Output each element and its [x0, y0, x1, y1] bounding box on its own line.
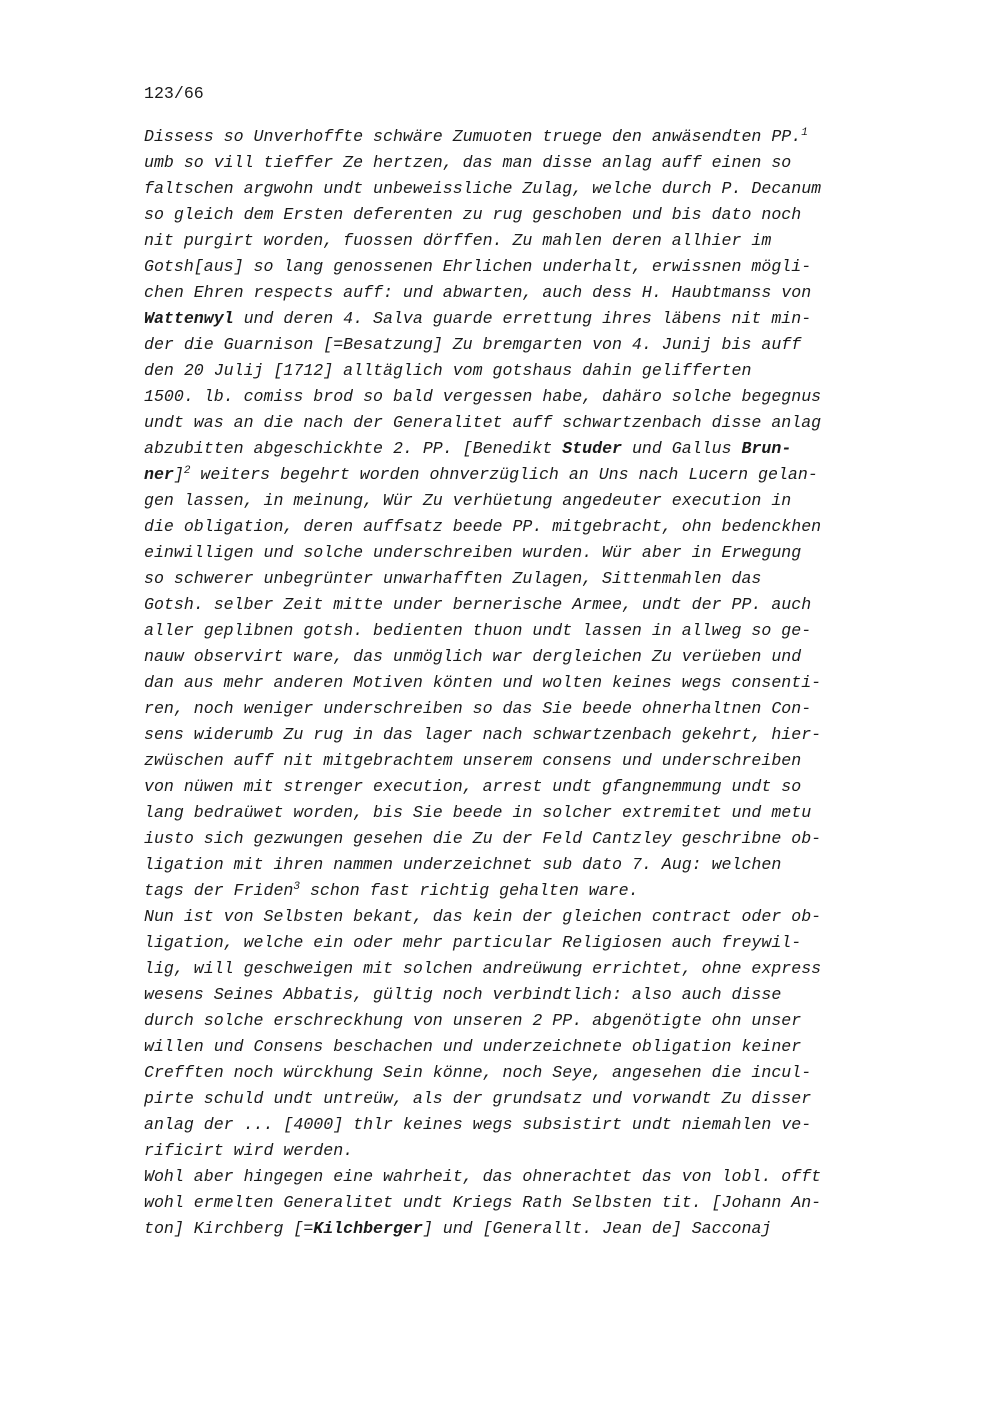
text-line [144, 254, 964, 280]
text-segment: ligation, welche ein oder mehr particular Religiosen auch freywil- [144, 933, 802, 952]
text-segment: aller geplibnen gotsh. bedienten thuon undt lassen in allweg so ge- [144, 621, 812, 640]
text-line [144, 930, 964, 956]
text-line [144, 1112, 964, 1138]
text-line [144, 1086, 964, 1112]
text-line [144, 956, 964, 982]
bold-name: Kilchberger [313, 1219, 423, 1238]
text-line [144, 514, 964, 540]
text-line [144, 696, 964, 722]
text-segment: ] [173, 465, 184, 484]
text-line [144, 124, 964, 150]
text-segment: weiters begehrt worden ohnverzüglich an Uns nach Lucern gelan- [190, 465, 818, 484]
text-segment: Gotsh[aus] so lang genossenen Ehrlichen underhalt, erwissnen mögli- [144, 257, 812, 276]
text-segment: 1500. lb. comiss brod so bald vergessen habe, dahäro solche begegnus [144, 387, 822, 406]
text-line [144, 852, 964, 878]
text-line [144, 566, 964, 592]
text-segment: lig, will geschweigen mit solchen andreüwung errichtet, ohne express [144, 959, 822, 978]
text-segment: ligation mit ihren nammen underzeichnet sub dato 7. Aug: welchen [144, 855, 782, 874]
text-segment: wesens Seines Abbatis, gültig noch verbindtlich: also auch disse [144, 985, 782, 1004]
text-segment: faltschen argwohn undt unbeweissliche Zulag, welche durch P. Decanum [144, 179, 822, 198]
text-line [144, 1008, 964, 1034]
text-segment: Dissess so Unverhoffte schwäre Zumuoten truege den anwäsendten PP. [144, 127, 802, 146]
text-line [144, 358, 964, 384]
text-segment: tags der Friden [144, 881, 294, 900]
text-line [144, 228, 964, 254]
text-segment: so gleich dem Ersten deferenten zu rug geschoben und bis dato noch [144, 205, 802, 224]
text-line [144, 306, 964, 332]
text-line [144, 384, 964, 410]
bold-name: ner [144, 465, 174, 484]
text-line [144, 332, 964, 358]
bold-name: Wattenwyl [144, 309, 234, 328]
text-segment: die obligation, deren auffsatz beede PP. mitgebracht, ohn bedenckhen [144, 517, 822, 536]
text-segment: ton] Kirchberg [= [144, 1219, 314, 1238]
text-segment: dan aus mehr anderen Motiven könten und wolten keines wegs consenti- [144, 673, 822, 692]
text-segment: einwilligen und solche underschreiben wurden. Wür aber in Erwegung [144, 543, 802, 562]
text-segment: zwüschen auff nit mitgebrachtem unserem consens und underschreiben [144, 751, 802, 770]
text-segment: Nun ist von Selbsten bekant, das kein der gleichen contract oder ob- [144, 907, 822, 926]
text-line [144, 280, 964, 306]
text-line [144, 644, 964, 670]
text-line [144, 748, 964, 774]
text-line [144, 462, 964, 488]
text-segment: gen lassen, in meinung, Wür Zu verhüetung angedeuter execution in [144, 491, 792, 510]
text-segment: sens widerumb Zu rug in das lager nach schwartzenbach gekehrt, hier- [144, 725, 822, 744]
bold-name: Brun- [741, 439, 792, 458]
footnote-marker: 3 [293, 881, 300, 893]
text-segment: von nüwen mit strenger execution, arrest undt gfangnemmung undt so [144, 777, 802, 796]
text-line [144, 540, 964, 566]
text-line [144, 670, 964, 696]
text-segment: den 20 Julij [1712] alltäglich vom gotshaus dahin gelifferten [144, 361, 752, 380]
text-segment: so schwerer unbegrünter unwarhafften Zulagen, Sittenmahlen das [144, 569, 762, 588]
text-segment: pirte schuld undt untreüw, als der grundsatz und vorwandt Zu disser [144, 1089, 812, 1108]
text-segment: abzubitten abgeschickhte 2. PP. [Benedikt [144, 439, 563, 458]
text-segment: Crefften noch würckhung Sein könne, noch Seye, angesehen die incul- [144, 1063, 812, 1082]
text-line [144, 1216, 964, 1242]
text-line [144, 202, 964, 228]
text-segment: durch solche erschreckhung von unseren 2 PP. abgenötigte ohn unser [144, 1011, 802, 1030]
text-segment: nauw observirt ware, das unmöglich war dergleichen Zu verüeben und [144, 647, 802, 666]
text-segment: und Gallus [621, 439, 742, 458]
text-line [144, 410, 964, 436]
text-segment: umb so vill tieffer Ze hertzen, das man disse anlag auff einen so [144, 153, 792, 172]
text-segment: undt was an die nach der Generalitet auff schwartzenbach disse anlag [144, 413, 822, 432]
text-segment: ] und [Generallt. Jean de] Sacconaj [422, 1219, 772, 1238]
text-line [144, 592, 964, 618]
text-line [144, 1060, 964, 1086]
text-segment: und deren 4. Salva guarde errettung ihres läbens nit min- [233, 309, 812, 328]
text-line [144, 826, 964, 852]
text-line [144, 904, 964, 930]
text-segment: Wohl aber hingegen eine wahrheit, das ohnerachtet das von lobl. offt [144, 1167, 822, 1186]
text-line [144, 618, 964, 644]
text-segment: schon fast richtig gehalten ware. [299, 881, 639, 900]
text-line [144, 800, 964, 826]
text-line [144, 722, 964, 748]
footnote-marker: 1 [801, 127, 808, 139]
text-segment: anlag der ... [4000] thlr keines wegs subsistirt undt niemahlen ve- [144, 1115, 812, 1134]
text-line [144, 1190, 964, 1216]
transcription-text [144, 124, 964, 1242]
text-line [144, 878, 964, 904]
text-line [144, 774, 964, 800]
page-number: 123/66 [144, 84, 204, 103]
text-line [144, 1034, 964, 1060]
text-line [144, 1138, 964, 1164]
text-line [144, 436, 964, 462]
text-line [144, 176, 964, 202]
text-line [144, 1164, 964, 1190]
footnote-marker: 2 [183, 465, 191, 477]
text-line [144, 982, 964, 1008]
text-segment: iusto sich gezwungen gesehen die Zu der Feld Cantzley geschribne ob- [144, 829, 822, 848]
text-segment: chen Ehren respects auff: und abwarten, auch dess H. Haubtmanss von [144, 283, 812, 302]
text-segment: lang bedraüwet worden, bis Sie beede in solcher extremitet und metu [144, 803, 812, 822]
text-segment: ren, noch weniger underschreiben so das Sie beede ohnerhaltnen Con- [144, 699, 812, 718]
text-segment: wohl ermelten Generalitet undt Kriegs Rath Selbsten tit. [Johann An- [144, 1193, 822, 1212]
text-line [144, 150, 964, 176]
text-line [144, 488, 964, 514]
text-segment: rificirt wird werden. [144, 1141, 354, 1160]
text-segment: der die Guarnison [=Besatzung] Zu bremgarten von 4. Junij bis auff [144, 335, 802, 354]
text-segment: nit purgirt worden, fuossen dörffen. Zu mahlen deren allhier im [144, 231, 772, 250]
bold-name: Studer [562, 439, 622, 458]
text-segment: willen und Consens beschachen und underzeichnete obligation keiner [144, 1037, 802, 1056]
text-segment: Gotsh. selber Zeit mitte under bernerische Armee, undt der PP. auch [144, 595, 812, 614]
